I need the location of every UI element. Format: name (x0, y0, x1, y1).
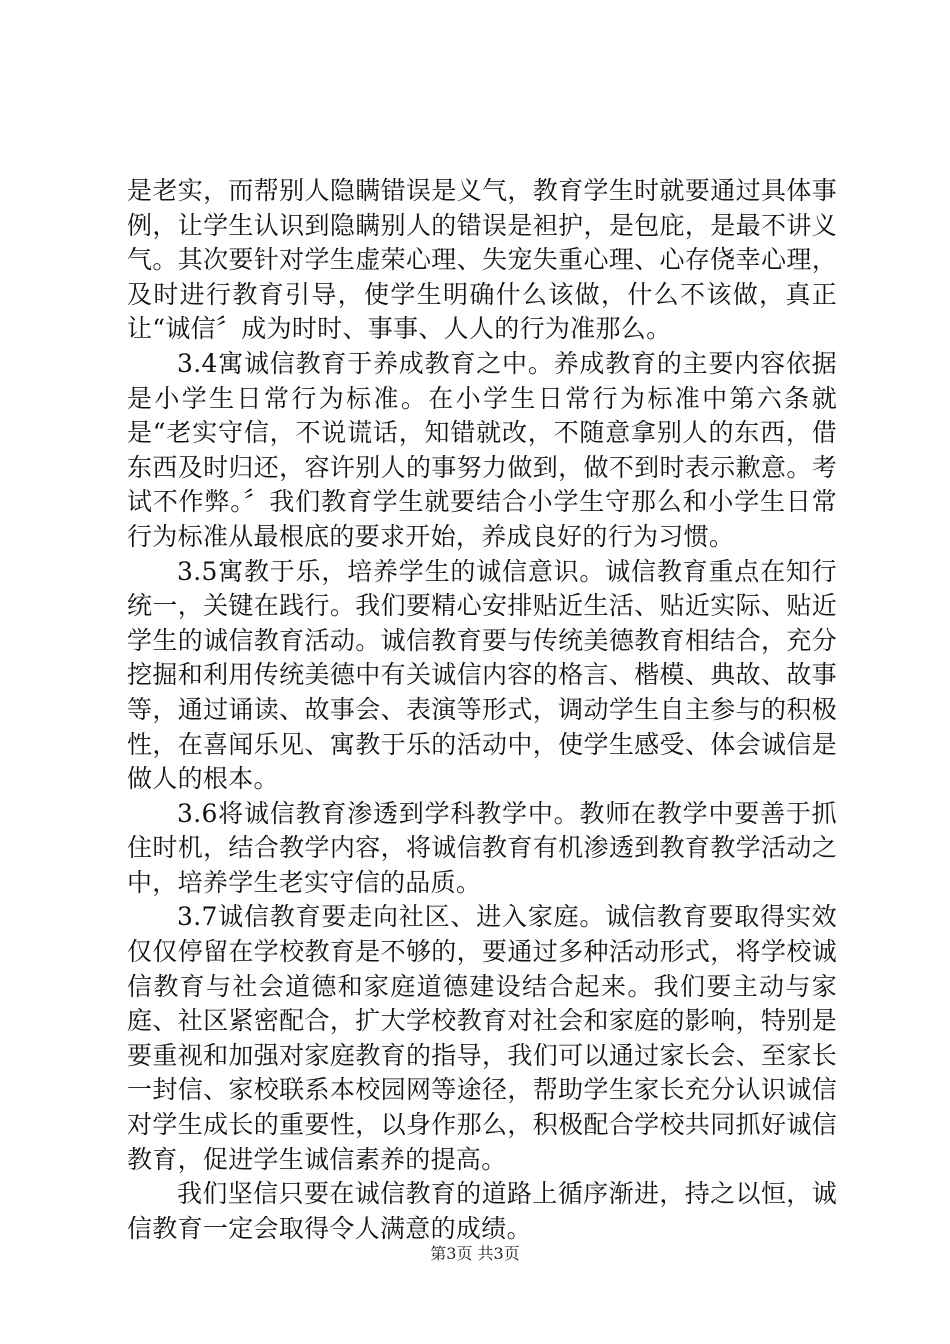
paragraph-3-6: 3.6将诚信教育渗透到学科教学中。教师在教学中要善于抓住时机，结合教学内容，将诚信教育有机渗透到教育教学活动之中，培养学生老实守信的品质。 (127, 798, 837, 897)
paragraph-3-5: 3.5寓教于乐，培养学生的诚信意识。诚信教育重点在知行统一，关键在践行。我们要精心安排贴近生活、贴近实际、贴近学生的诚信教育活动。诚信教育要与传统美德教育相结合，充分挖掘和利用传统美德中有关诚信内容的格言、楷模、典故、故事等，通过诵读、故事会、表演等形式，调动学生自主参与的积极性，在喜闻乐见、寓教于乐的活动中，使学生感受、体会诚信是做人的根本。 (127, 556, 837, 794)
page-footer (0, 1244, 950, 1264)
document-body (127, 174, 837, 1246)
paragraph-3-7: 3.7诚信教育要走向社区、进入家庭。诚信教育要取得实效仅仅停留在学校教育是不够的，要通过多种活动形式，将学校诚信教育与社会道德和家庭道德建设结合起来。我们要主动与家庭、社区紧密配合，扩大学校教育对社会和家庭的影响，特别是要重视和加强对家庭教育的指导，我们可以通过家长会、至家长一封信、家校联系本校园网等途径，帮助学生家长充分认识诚信对学生成长的重要性，以身作那么，积极配合学校共同抓好诚信教育，促进学生诚信素养的提高。 (127, 902, 837, 1174)
paragraph-conclusion: 我们坚信只要在诚信教育的道路上循序渐进，持之以恒，诚信教育一定会取得令人满意的成绩。 (127, 1179, 837, 1243)
paragraph-3-4: 3.4寓诚信教育于养成教育之中。养成教育的主要内容依据是小学生日常行为标准。在小学生日常行为标准中第六条就是“老实守信，不说谎话，知错就改，不随意拿别人的东西，借东西及时归还，容许别人的事努力做到，做不到时表示歉意。考试不作弊。〞我们教育学生就要结合小学生守那么和小学生日常行为标准从最根底的要求开始，养成良好的行为习惯。 (127, 348, 837, 551)
paragraph-continuation: 是老实，而帮别人隐瞒错误是义气，教育学生时就要通过具体事例，让学生认识到隐瞒别人的错误是袒护，是包庇，是最不讲义气。其次要针对学生虚荣心理、失宠失重心理、心存侥幸心理，及时进行教育引导，使学生明确什么该做，什么不该做，真正让“诚信〞成为时时、事事、人人的行为准那么。 (127, 176, 837, 344)
page-number-label: 第3页 共3页 (430, 1244, 520, 1263)
